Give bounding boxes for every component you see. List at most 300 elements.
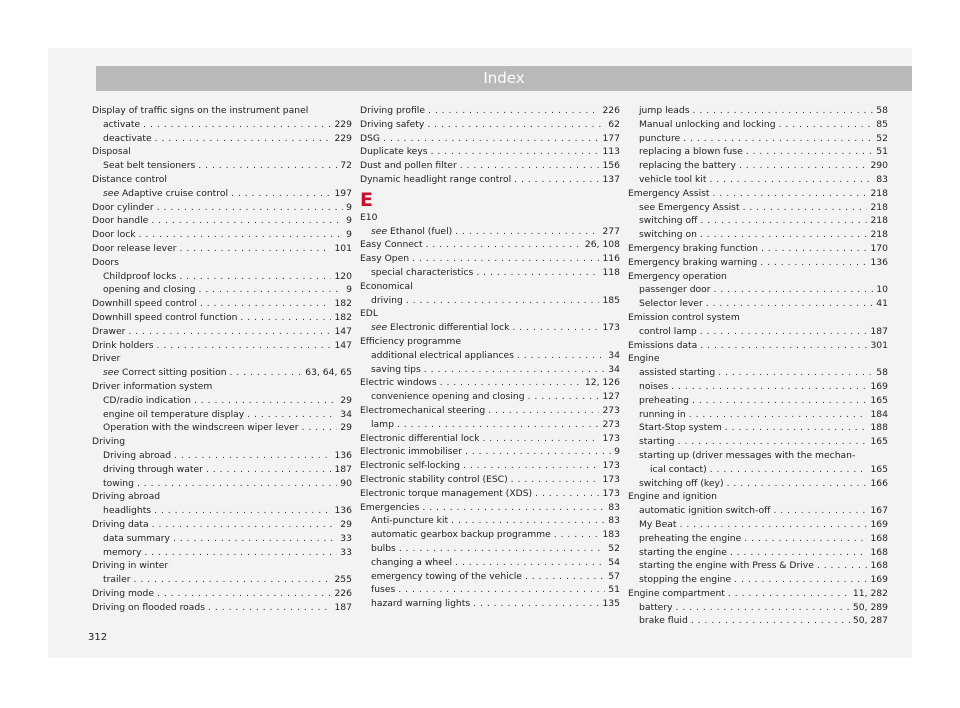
index-entry-label: headlights (103, 505, 152, 517)
page-reference: 90 (340, 477, 352, 489)
index-heading-text: Driver (92, 353, 121, 365)
page-reference: 62 (608, 118, 620, 130)
page-reference: 113 (602, 146, 620, 158)
index-heading (628, 311, 888, 325)
page-reference: 182 (334, 311, 352, 323)
dot-leader (734, 573, 867, 587)
dot-leader (455, 556, 605, 570)
page-reference: 226 (602, 105, 620, 116)
index-entry-text (639, 532, 741, 546)
index-entry-label: emergency towing of the vehicle (371, 570, 522, 582)
page-reference: 9 (614, 446, 620, 458)
index-entry-label: Electronic immobiliser (360, 446, 462, 458)
index-entry-text (639, 297, 703, 311)
index-heading (628, 270, 888, 284)
page-reference: 156 (602, 160, 620, 172)
page-reference: 226 (334, 587, 352, 599)
index-entry-text (371, 583, 395, 597)
dot-leader (200, 297, 331, 311)
index-entry (92, 187, 352, 201)
index-entry (92, 587, 352, 601)
index-entry-text (360, 145, 428, 159)
index-entry (92, 504, 352, 518)
page-reference: 54 (608, 556, 620, 568)
index-entry (92, 311, 352, 325)
index-entry-label: hazard warning lights (371, 598, 471, 610)
index-entry (92, 270, 352, 284)
page-reference: 301 (870, 339, 888, 351)
index-entry (628, 201, 888, 215)
page-reference: 177 (602, 132, 620, 144)
index-entry (360, 501, 620, 515)
page-reference: 218 (870, 187, 888, 199)
page-reference: 173 (602, 322, 620, 334)
index-heading-text: Driving in winter (92, 560, 169, 572)
page-reference: 85 (876, 118, 888, 130)
index-entry-text (639, 173, 706, 187)
index-entry (628, 587, 888, 601)
dot-leader (692, 394, 867, 408)
index-entry-label: jump leads (639, 105, 690, 116)
dot-leader (678, 435, 868, 449)
index-entry (92, 214, 352, 228)
index-entry (628, 408, 888, 422)
page-reference: 63, 64, 65 (305, 367, 352, 379)
page-reference: 290 (870, 160, 888, 172)
see-reference: see (371, 322, 388, 334)
page-reference: 72 (340, 160, 352, 172)
index-entry-label: Downhill speed control function (92, 311, 238, 323)
index-entry-text (360, 445, 462, 459)
index-entry (628, 242, 888, 256)
index-entry (360, 376, 620, 390)
dot-leader (424, 363, 606, 377)
dot-leader (511, 473, 600, 487)
index-entry-text (92, 601, 205, 615)
dot-leader (710, 463, 868, 477)
index-entry-label: Emergencies (360, 501, 420, 513)
index-entry-text (639, 325, 697, 339)
index-entry-label: Downhill speed control (92, 298, 197, 310)
dot-leader (157, 587, 331, 601)
page-header (96, 66, 912, 91)
page-reference: 34 (340, 408, 352, 420)
page-reference: 52 (876, 132, 888, 144)
page-reference: 147 (334, 325, 352, 337)
dot-leader (728, 587, 850, 601)
dot-leader (194, 394, 337, 408)
dot-leader (760, 256, 867, 270)
index-entry-label: preheating (639, 394, 689, 406)
index-entry-label: engine oil temperature display (103, 408, 245, 420)
index-heading-text: Driver information system (92, 380, 213, 392)
page-reference: 34 (608, 363, 620, 375)
page-number: 312 (88, 632, 108, 643)
index-entry-text (103, 477, 134, 491)
index-entry-label: Duplicate keys (360, 146, 428, 158)
index-entry (360, 225, 620, 239)
dot-leader (700, 214, 867, 228)
dot-leader (739, 159, 868, 173)
index-entry-text (360, 252, 409, 266)
index-heading-text: Economical (360, 280, 413, 292)
index-entry (92, 573, 352, 587)
index-entry-text (360, 376, 437, 390)
index-entry (360, 390, 620, 404)
page-reference: 218 (870, 201, 888, 213)
index-heading (92, 352, 352, 366)
dot-leader (128, 325, 331, 339)
index-entry (628, 159, 888, 173)
index-entry-label: switching on (639, 229, 697, 241)
index-entry-text (371, 294, 403, 308)
index-entry (92, 242, 352, 256)
dot-leader (465, 445, 611, 459)
index-entry-label: ical contact) (650, 463, 707, 475)
index-entry-label: DSG (360, 132, 381, 144)
dot-leader (154, 504, 331, 518)
index-entry (360, 173, 620, 187)
index-entry-label: puncture (639, 132, 681, 144)
page-reference: 33 (340, 546, 352, 558)
dot-leader (706, 297, 874, 311)
dot-leader (427, 118, 605, 132)
index-entry-text (639, 283, 711, 297)
index-entry (628, 325, 888, 339)
page-reference: 273 (602, 404, 620, 416)
index-entry (628, 187, 888, 201)
index-heading-text: Engine and ignition (628, 491, 717, 503)
index-entry-text (103, 366, 227, 380)
page-reference: 83 (876, 173, 888, 185)
page-reference: 229 (334, 132, 352, 144)
dot-leader (198, 159, 337, 173)
page-reference: 51 (876, 146, 888, 158)
dot-leader (399, 542, 605, 556)
page-reference: 9 (346, 284, 352, 296)
index-entry-label: Manual unlocking and locking (639, 118, 776, 130)
index-entry-label: starting the engine with Press & Drive (639, 560, 814, 572)
index-entry-label: Drink holders (92, 339, 154, 351)
index-entry (92, 339, 352, 353)
index-entry-label: passenger door (639, 284, 711, 296)
index-entry-text (628, 242, 758, 256)
index-entry-text (360, 104, 425, 118)
dot-leader (144, 546, 337, 560)
dot-leader (746, 145, 874, 159)
page-reference: 187 (334, 463, 352, 475)
dot-leader (151, 214, 343, 228)
page-reference: 137 (602, 173, 620, 185)
dot-leader (689, 408, 868, 422)
index-entry-label: Door release lever (92, 242, 177, 254)
index-page (48, 48, 912, 658)
index-entry-text (103, 421, 299, 435)
dot-leader (440, 376, 582, 390)
page-reference: 101 (334, 242, 352, 254)
page-reference: 218 (870, 229, 888, 241)
index-heading (360, 211, 620, 225)
index-entry (628, 421, 888, 435)
index-entry (92, 408, 352, 422)
index-entry (92, 297, 352, 311)
page-reference: 9 (346, 201, 352, 213)
index-entry-label: control lamp (639, 325, 697, 337)
index-heading-text: Driving (92, 436, 126, 448)
index-entry (92, 477, 352, 491)
page-reference: 120 (334, 270, 352, 282)
page-reference: 136 (870, 256, 888, 268)
page-reference: 218 (870, 215, 888, 227)
index-entry-text (639, 380, 668, 394)
index-entry-text (639, 201, 740, 215)
page-reference: 173 (602, 473, 620, 485)
index-entry (628, 228, 888, 242)
dot-leader (455, 225, 599, 239)
index-entry-text (103, 187, 228, 201)
dot-leader (713, 187, 868, 201)
index-entry-label: Electronic torque management (XDS) (360, 487, 533, 499)
page-reference: 182 (334, 298, 352, 310)
page-reference: 12, 126 (584, 377, 620, 389)
page-reference: 136 (334, 449, 352, 461)
page-reference: 165 (870, 463, 888, 475)
dot-leader (179, 270, 331, 284)
index-entry-text (92, 311, 237, 325)
dot-leader (528, 390, 600, 404)
index-entry-text (639, 408, 686, 422)
index-entry-label: Easy Connect (360, 239, 423, 251)
index-entry-label: Door handle (92, 215, 149, 227)
dot-leader (554, 528, 600, 542)
index-entry (92, 283, 352, 297)
dot-leader (231, 187, 331, 201)
index-entry-text (103, 449, 171, 463)
index-entry-text (360, 132, 380, 146)
index-entry (92, 463, 352, 477)
index-entry-text (92, 325, 125, 339)
dot-leader (512, 321, 599, 335)
index-heading (92, 380, 352, 394)
page-reference: 173 (602, 432, 620, 444)
dot-leader (476, 266, 599, 280)
index-entry-label: saving tips (371, 363, 421, 375)
index-entry-text (371, 390, 525, 404)
dot-leader (714, 283, 874, 297)
dot-leader (139, 228, 344, 242)
index-entry-text (103, 504, 151, 518)
page-reference: 83 (608, 501, 620, 513)
index-entry-label: Door cylinder (92, 201, 154, 213)
dot-leader (683, 132, 873, 146)
index-entry (92, 325, 352, 339)
index-column-2 (360, 104, 620, 611)
dot-leader (180, 242, 332, 256)
index-entry (628, 283, 888, 297)
dot-leader (525, 570, 605, 584)
index-entry (92, 394, 352, 408)
index-entry (360, 473, 620, 487)
index-entry (360, 104, 620, 118)
index-entry-label: replacing the battery (639, 160, 736, 172)
index-entry-label: Engine compartment (628, 587, 725, 599)
dot-leader (247, 408, 337, 422)
index-entry-label: convenience opening and closing (371, 391, 525, 403)
page-reference: 118 (602, 266, 620, 278)
index-entry (92, 532, 352, 546)
index-entry-text (639, 366, 715, 380)
page-reference: 173 (602, 460, 620, 472)
index-entry-label: Driving profile (360, 105, 425, 116)
index-entry-label: switching off (639, 215, 698, 227)
index-entry (360, 238, 620, 252)
index-entry (360, 459, 620, 473)
index-entry-label: Childproof locks (103, 270, 177, 282)
index-heading-text: Display of traffic signs on the instrument panel (92, 105, 309, 116)
dot-leader (397, 418, 599, 432)
index-entry-label: switching off (key) (639, 477, 724, 489)
dot-leader (406, 294, 600, 308)
dot-leader (137, 477, 337, 491)
index-entry (628, 145, 888, 159)
index-entry (628, 518, 888, 532)
page-reference: 168 (870, 546, 888, 558)
see-reference: see (103, 187, 120, 199)
index-entry-text (92, 339, 154, 353)
index-entry (92, 132, 352, 146)
index-entry (360, 118, 620, 132)
page-reference: 116 (602, 253, 620, 265)
index-entry (628, 504, 888, 518)
index-entry (628, 394, 888, 408)
index-entry-text (103, 283, 195, 297)
dot-leader (817, 559, 868, 573)
dot-leader (173, 532, 337, 546)
index-entry (360, 145, 620, 159)
page-reference: 169 (870, 518, 888, 530)
dot-leader (143, 118, 331, 132)
dot-leader (517, 349, 605, 363)
dot-leader (431, 145, 600, 159)
dot-leader (152, 518, 338, 532)
dot-leader (671, 380, 867, 394)
page-reference: 136 (334, 505, 352, 517)
index-entry-text (639, 477, 724, 491)
index-entry-text (360, 473, 508, 487)
index-entry-label: Emergency braking function (628, 242, 758, 254)
index-entry (92, 546, 352, 560)
page-reference: 58 (876, 367, 888, 379)
page-reference: 51 (608, 584, 620, 596)
index-column-1 (92, 104, 352, 614)
index-entry-label: preheating the engine (639, 532, 742, 544)
index-entry-text (103, 408, 244, 422)
index-entry-text (92, 242, 177, 256)
index-entry-text (371, 225, 452, 239)
index-entry-label: special characteristics (371, 266, 474, 278)
index-entry-text (639, 394, 689, 408)
index-entry-label: Operation with the windscreen wiper lever (103, 422, 299, 434)
page-reference: 197 (334, 187, 352, 199)
index-heading (360, 280, 620, 294)
index-entry-text (639, 421, 722, 435)
index-entry-label: vehicle tool kit (639, 173, 707, 185)
index-entry-text (639, 228, 697, 242)
page-reference: 185 (602, 294, 620, 306)
index-entry-text (103, 394, 191, 408)
index-entry-text (639, 518, 676, 532)
index-entry-text (628, 187, 710, 201)
dot-leader (428, 104, 599, 118)
dot-leader (383, 132, 599, 146)
index-entry (360, 132, 620, 146)
index-entry-label: CD/radio indication (103, 394, 191, 406)
index-entry-text (103, 132, 152, 146)
index-entry-label: changing a wheel (371, 556, 453, 568)
index-entry-text (360, 159, 457, 173)
page-reference: 273 (602, 418, 620, 430)
index-entry-label: trailer (103, 574, 131, 586)
index-entry-text (371, 528, 551, 542)
index-heading-text: Disposal (92, 146, 131, 158)
dot-leader (206, 463, 332, 477)
index-entry (360, 404, 620, 418)
index-entry-text (103, 159, 195, 173)
index-heading-text: Doors (92, 256, 119, 268)
index-entry (628, 532, 888, 546)
index-entry-text (639, 504, 770, 518)
page-reference: 26, 108 (584, 239, 620, 251)
dot-leader (463, 459, 599, 473)
index-entry-label: Driving data (92, 518, 149, 530)
index-heading-text: E10 (360, 211, 378, 223)
index-entry-text (360, 432, 479, 446)
index-heading (92, 145, 352, 159)
index-entry-text (628, 256, 757, 270)
page-reference: 10 (876, 284, 888, 296)
index-entry (360, 266, 620, 280)
index-entry-text (371, 349, 514, 363)
index-entry-text (103, 573, 131, 587)
index-heading-text: EDL (360, 308, 378, 320)
index-entry-label: Correct sitting position (119, 367, 227, 379)
index-entry-text (371, 542, 396, 556)
index-entry (360, 528, 620, 542)
index-entry-text (639, 573, 731, 587)
page-reference: 277 (602, 225, 620, 237)
page-reference: 29 (340, 422, 352, 434)
page-reference: 11, 282 (852, 587, 888, 599)
index-entry (628, 366, 888, 380)
index-entry-label: brake fluid (639, 615, 688, 627)
index-entry-text (360, 487, 532, 501)
index-entry-label: Electronic stability control (ESC) (360, 473, 508, 485)
dot-leader (302, 421, 338, 435)
dot-leader (743, 201, 868, 215)
page-reference: 187 (870, 325, 888, 337)
index-entry-text (371, 597, 470, 611)
index-entry-text (371, 266, 473, 280)
index-entry (628, 104, 888, 118)
index-entry (628, 173, 888, 187)
index-entry-label: bulbs (371, 542, 396, 554)
index-entry (360, 159, 620, 173)
dot-leader (693, 104, 874, 118)
index-entry (360, 418, 620, 432)
index-entry-label: Start-Stop system (639, 422, 722, 434)
dot-leader (535, 487, 599, 501)
page-reference: 255 (334, 574, 352, 586)
